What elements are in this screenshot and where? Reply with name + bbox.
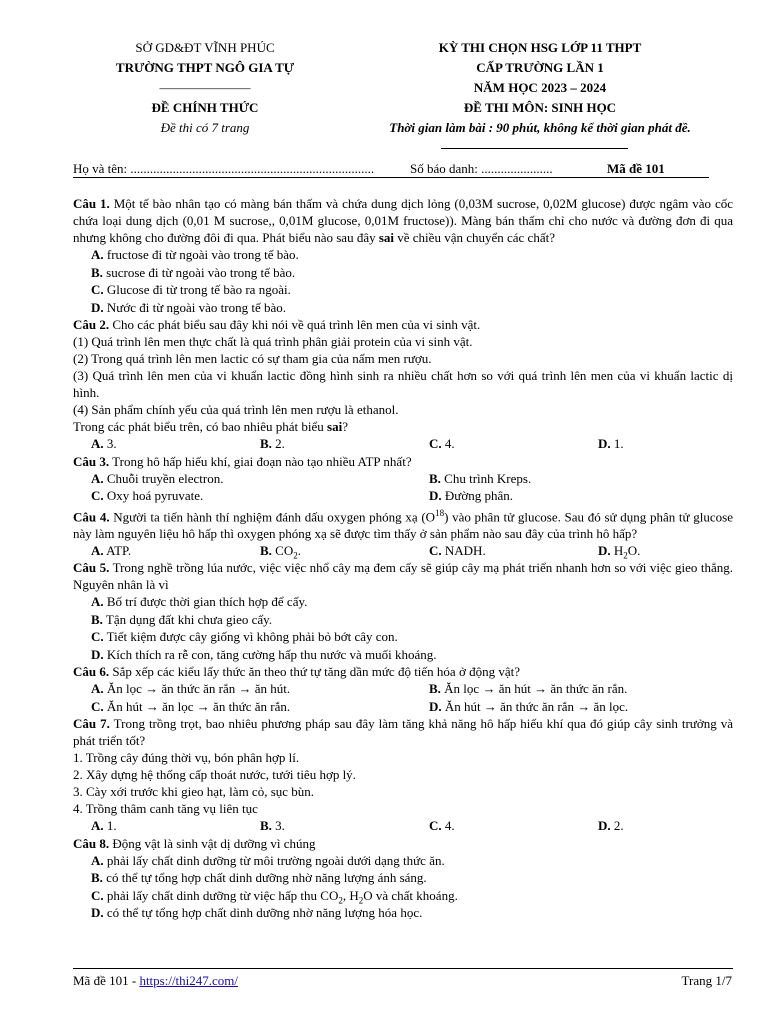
statement: 1. Trồng cây đúng thời vụ, bón phân hợp lí. (73, 750, 300, 766)
footer-left (73, 972, 238, 990)
candidate-id-field: Số báo danh: ...................... (410, 161, 553, 176)
question-2: Câu 2. Cho các phát biểu sau đây khi nói về quá trình lên men của vi sinh vật. (73, 317, 481, 332)
question-4-options: A. ATP. B. $CO_2$. C. NADH. D. $H_2O$. (91, 542, 641, 561)
footer-page-number: Trang 1/7 (681, 973, 732, 988)
question-1: Câu 1. Một tế bào nhân tạo có màng bán thấm và chứa dung dịch lỏng (0,03M sucrose, 0,02M glucose) được ngâm vào cốc chứa loại dung dịch (0,01 M sucrose,, 0,01M glucose, 0,01M fructose)). Màng bán thấm chỉ cho nước và đường đơn đi qua nhưng không cho đường đôi đi qua. Phát biểu nào sau đây sai về chiều vận chuyển các chất? (73, 196, 733, 245)
statement: 4. Trồng thâm canh tăng vụ liên tục (73, 801, 258, 817)
option-text: sucrose đi từ ngoài vào trong tế bào. (102, 264, 296, 280)
exam-code: Mã đề 101 (607, 161, 665, 176)
question-3: Câu 3. Trong hô hấp hiếu khí, giai đoạn nào tạo nhiều ATP nhất? (73, 453, 412, 469)
statement: 3. Cày xới trước khi gieo hạt, làm cỏ, sục bùn. (73, 784, 315, 800)
statement: 2. Xây dựng hệ thống cấp thoát nước, tưới tiêu hợp lý. (73, 767, 356, 783)
question-1-options (73, 246, 733, 316)
exam-subject: ĐỀ THI MÔN: SINH HỌC (463, 100, 617, 115)
question-3-options-row-2: C. Oxy hoá pyruvate. D. Đường phân. (91, 488, 513, 503)
page-count-note: Đề thi có 7 trang (160, 120, 250, 135)
question-8-options: A. phải lấy chất dinh dưỡng từ môi trường ngoài dưới dạng thức ăn. B. có thể tự tổng hợp chất dinh dưỡng nhờ năng lượng ánh sáng. C. phải lấy chất dinh dưỡng từ việc hấp thu $CO_2$, $H_2O$ và chất khoáng. D. có thể tự tổng hợp chất dinh dưỡng nhờ năng lượng hóa học. (91, 852, 458, 921)
question-list (73, 195, 733, 922)
question-3-options-row-1: A. Chuỗi truyền electron. B. Chu trình Kreps. (91, 470, 532, 486)
option-label: B. (91, 264, 103, 280)
header-underline (441, 148, 628, 149)
option-text: Glucose đi từ trong tế bào ra ngoài. (103, 282, 291, 297)
option-label: C. (91, 282, 104, 297)
exam-level: CẤP TRƯỜNG LẦN 1 (476, 60, 604, 75)
department-name: SỞ GD&ĐT VĨNH PHÚC (135, 40, 275, 55)
option-label: D. (91, 299, 104, 315)
question-6-options-row-1: A. Ăn lọc → ăn thức ăn rắn → ăn hút. B. Ăn lọc → ăn hút → ăn thức ăn rắn. (91, 681, 628, 697)
statement: (4) Sản phẩm chính yếu của quá trình lên men rượu là ethanol. (73, 402, 399, 417)
footer-rule (73, 968, 733, 969)
option-text: fructose đi từ ngoài vào trong tế bào. (103, 247, 299, 262)
statement: (1) Quá trình lên men thực chất là quá trình phân giải protein của vi sinh vật. (73, 334, 473, 349)
footer-link[interactable]: https://thi247.com/ (139, 973, 239, 988)
official-label: ĐỀ CHÍNH THỨC (151, 100, 259, 115)
option-text: Nước đi từ ngoài vào trong tế bào. (103, 299, 286, 315)
candidate-line-rule (73, 177, 709, 178)
question-5: Câu 5. Trong nghề trồng lúa nước, việc việc nhổ cây mạ đem cấy sẽ giúp cây mạ phát triển nhanh hơn so với việc gieo thẳng. Nguyên nhân là vì (73, 560, 734, 593)
statement: (3) Quá trình lên men của vi khuẩn lactic đồng hình sinh ra nhiều chất hơn so với quá trình lên men của vi khuẩn lactic dị hình. (73, 368, 733, 400)
school-year: NĂM HỌC 2023 – 2024 (473, 80, 607, 95)
question-2-prompt: Trong các phát biểu trên, có bao nhiêu phát biểu sai? (73, 419, 348, 434)
exam-title: KỲ THI CHỌN HSG LỚP 11 THPT (438, 40, 642, 55)
question-8: Câu 8. Động vật là sinh vật dị dưỡng vì chúng (73, 835, 316, 851)
option-label: A. (91, 247, 104, 262)
separator-dashes: ——————— (159, 80, 251, 95)
school-name: TRƯỜNG THPT NGÔ GIA TỰ (115, 60, 295, 75)
candidate-name-field: Họ và tên: ........................................................................... (73, 161, 375, 176)
question-6-options-row-2: C. Ăn hút → ăn lọc → ăn thức ăn rắn. D. Ăn hút → ăn thức ăn rắn → ăn lọc. (91, 698, 629, 714)
exam-duration: Thời gian làm bài : 90 phút, không kể thời gian phát đề. (389, 120, 691, 135)
question-2-options: A. 3. B. 2. C. 4. D. 1. (91, 436, 624, 451)
statement: (2) Trong quá trình lên men lactic có sự tham gia của nấm men rượu. (73, 351, 432, 366)
question-7-options: A. 1. B. 3. C. 4. D. 2. (91, 818, 624, 834)
question-6: Câu 6. Sắp xếp các kiểu lấy thức ăn theo thứ tự tăng dần mức độ tiến hóa ở động vật? (73, 664, 520, 680)
question-5-options: A. Bố trí được thời gian thích hợp để cấy. B. Tận dụng đất khi chưa gieo cấy. C. Tiết kiệm được cây giống vì không phải bỏ bớt cây con. D. Kích thích ra rễ con, tăng cường hấp thu nước và muối khoáng. (91, 594, 437, 662)
question-7: Câu 7. Trong trồng trọt, bao nhiêu phương pháp sau đây làm tăng khả năng hô hấp hiếu khí qua đó giúp cây sinh trưởng và phát triển tốt? (73, 716, 733, 749)
footer-exam-code: Mã đề 101 - (73, 973, 140, 988)
question-4: Câu 4. Người ta tiến hành thí nghiệm đánh dấu oxygen phóng xạ $(O^{18})$ vào phân tử glucose. Sau đó sử dụng phân tử glucose này làm nguyên liệu hô hấp thì oxygen phóng xạ sẽ được tìm thấy ở sản phẩm nào sau đây của trình hô hấp? (73, 507, 733, 541)
